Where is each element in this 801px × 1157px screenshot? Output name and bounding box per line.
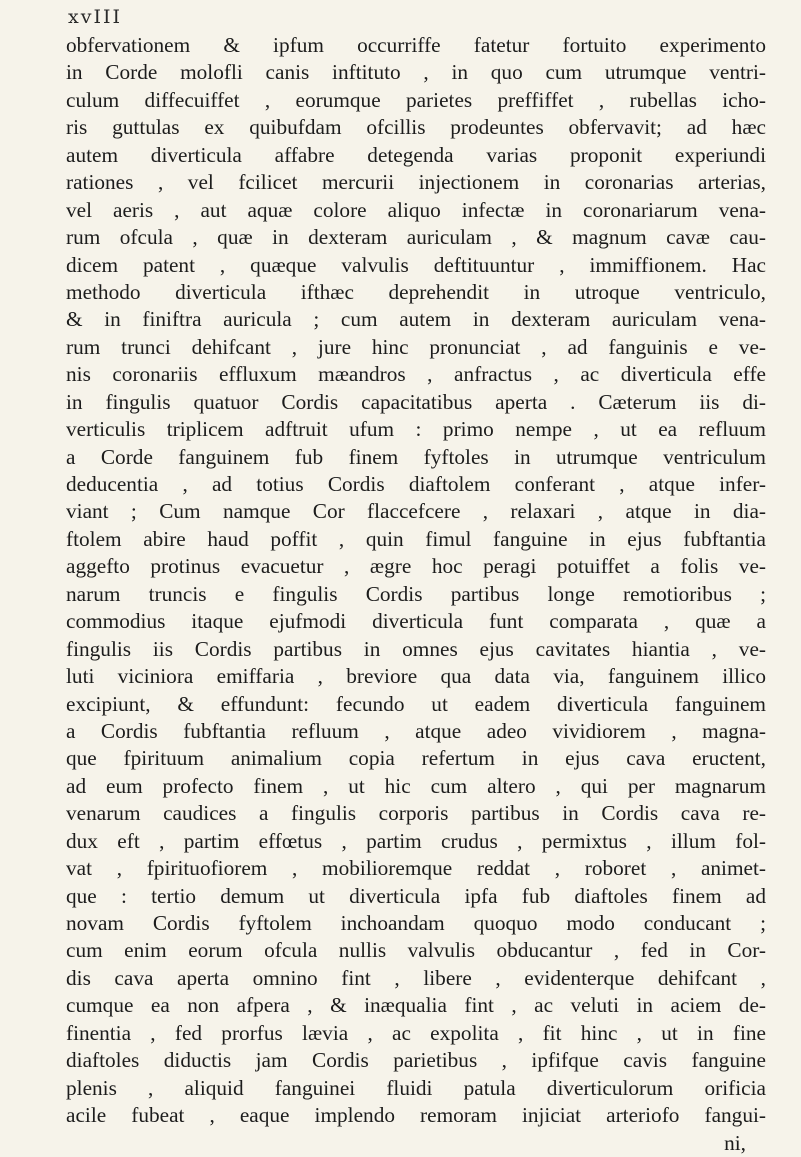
text-line: rum ofcula , quæ in dexteram auriculam , & magnum cavæ cau-: [66, 225, 766, 250]
body-text: [66, 32, 766, 1157]
text-line: commodius itaque ejufmodi diverticula funt comparata , quæ a: [66, 609, 766, 634]
text-line: excipiunt, & effundunt: fecundo ut eadem diverticula fanguinem: [66, 691, 766, 716]
text-line: diaftoles diductis jam Cordis parietibus , ipfifque cavis fanguine: [66, 1048, 766, 1073]
text-line: acile fubeat , eaque implendo remoram injiciat arteriofo fangui-: [66, 1103, 766, 1128]
catchword: ni,: [724, 1130, 746, 1155]
text-line: deducentia , ad totius Cordis diaftolem conferant , atque infer-: [66, 472, 766, 496]
text-line: cumque ea non afpera , & inæqualia fint , ac veluti in aciem de-: [66, 993, 766, 1018]
text-line: in fingulis quatuor Cordis capacitatibus aperta . Cæterum iis di-: [66, 389, 766, 414]
text-line: ris guttulas ex quibufdam ofcillis prodeuntes obfervavit; ad hæc: [66, 115, 766, 140]
text-line: a Corde fanguinem fub finem fyftoles in utrumque ventriculum: [66, 444, 766, 469]
text-line: ftolem abire haud poffit , quin fimul fanguine in ejus fubftantia: [66, 526, 766, 551]
text-line: vel aeris , aut aquæ colore aliquo infectæ in coronariarum vena-: [66, 197, 766, 222]
text-line: narum truncis e fingulis Cordis partibus longe remotioribus ;: [66, 581, 766, 606]
text-line: finentia , fed prorfus lævia , ac expolita , fit hinc , ut in fine: [66, 1020, 766, 1045]
text-line: a Cordis fubftantia refluum , atque adeo vividiorem , magna-: [66, 718, 766, 743]
text-line: dis cava aperta omnino fint , libere , evidenterque dehifcant ,: [66, 965, 766, 990]
text-line: vat , fpirituofiorem , mobilioremque reddat , roboret , animet-: [66, 856, 766, 881]
text-line: in Corde molofli canis inftituto , in quo cum utrumque ventri-: [66, 60, 766, 85]
text-line: obfervationem & ipfum occurriffe fatetur fortuito experimento: [66, 33, 766, 57]
running-head: xvIII: [68, 6, 122, 28]
text-line: nis coronariis effluxum mæandros , anfractus , ac diverticula effe: [66, 362, 766, 387]
text-line: novam Cordis fyftolem inchoandam quoquo modo conducant ;: [66, 911, 766, 935]
text-line: cum enim eorum ofcula nullis valvulis obducantur , fed in Cor-: [66, 938, 766, 963]
text-line: que : tertio demum ut diverticula ipfa fub diaftoles finem ad: [66, 883, 766, 908]
text-line: que fpirituum animalium copia refertum in ejus cava eructent,: [66, 746, 766, 771]
text-line: viant ; Cum namque Cor flaccefcere , relaxari , atque in dia-: [66, 499, 766, 524]
text-line: fingulis iis Cordis partibus in omnes ejus cavitates hiantia , ve-: [66, 636, 766, 661]
text-line: verticulis triplicem adftruit ufum : primo nempe , ut ea refluum: [66, 417, 766, 442]
text-line: plenis , aliquid fanguinei fluidi patula diverticulorum orificia: [66, 1075, 766, 1100]
text-line: ad eum profecto finem , ut hic cum altero , qui per magnarum: [66, 773, 766, 798]
text-line: rum trunci dehifcant , jure hinc pronunciat , ad fanguinis e ve-: [66, 334, 766, 359]
text-line: & in finiftra auricula ; cum autem in dexteram auriculam vena-: [66, 307, 766, 332]
text-line: luti viciniora emiffaria , breviore qua data via, fanguinem illico: [66, 664, 766, 689]
text-line: culum diffecuiffet , eorumque parietes preffiffet , rubellas icho-: [66, 87, 766, 112]
text-line: dux eft , partim effœtus , partim crudus , permixtus , illum fol-: [66, 828, 766, 853]
text-line: dicem patent , quæque valvulis deftituuntur , immiffionem. Hac: [66, 252, 766, 277]
text-line: aggefto protinus evacuetur , ægre hoc peragi potuiffet a folis ve-: [66, 554, 766, 579]
text-line: rationes , vel fcilicet mercurii injectionem in coronarias arterias,: [66, 170, 766, 195]
text-line: methodo diverticula ifthæc deprehendit in utroque ventriculo,: [66, 279, 766, 304]
text-line: venarum caudices a fingulis corporis partibus in Cordis cava re-: [66, 801, 766, 826]
text-line: autem diverticula affabre detegenda varias proponit experiundi: [66, 142, 766, 167]
